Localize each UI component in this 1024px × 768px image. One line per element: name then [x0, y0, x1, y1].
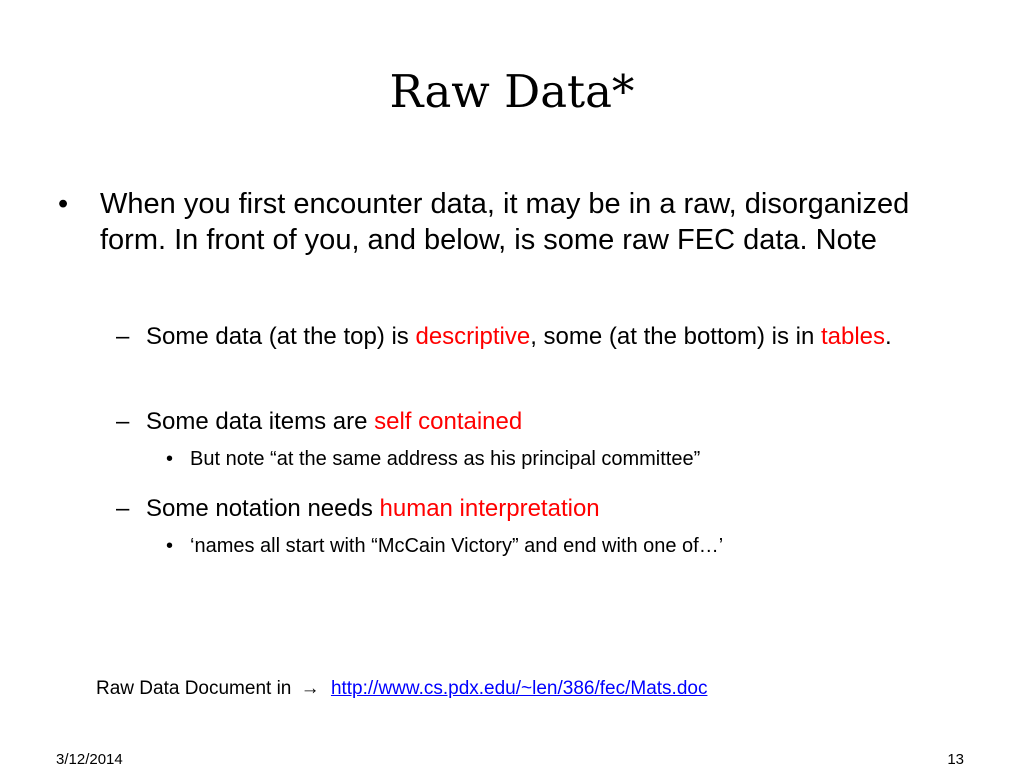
raw-data-document-link[interactable]: http://www.cs.pdx.edu/~len/386/fec/Mats.doc: [330, 678, 708, 699]
sub-sub-bullet-address: But note “at the same address as his principal committee”: [190, 448, 701, 470]
reference-line: [96, 676, 707, 702]
highlight-human-interpretation: human interpretation: [379, 495, 600, 522]
dash-marker: –: [116, 495, 130, 522]
slide-date: 3/12/2014: [56, 751, 123, 768]
text: Some data items are: [146, 408, 375, 435]
main-bullet-text: When you first encounter data, it may be in a raw, disorganized form. In front of you, and below, is some raw FEC data. Note: [100, 188, 910, 256]
highlight-descriptive: descriptive: [415, 323, 531, 350]
text: Some data (at the top) is: [146, 323, 416, 350]
sub-sub-bullet-names: ‘names all start with “McCain Victory” and end with one of…’: [190, 535, 724, 557]
text: Some notation needs: [146, 495, 380, 522]
arrow-right-icon: →: [300, 678, 320, 699]
sub-bullet-self-contained: [146, 407, 966, 437]
bullet-marker: •: [58, 188, 69, 220]
dash-marker: –: [116, 408, 130, 435]
sub-sub-bullet-marker: •: [166, 535, 174, 557]
slide-title: Raw Data*: [389, 65, 635, 118]
sub-bullet-human-interpretation: [146, 494, 966, 524]
text: , some (at the bottom) is in: [530, 323, 821, 350]
highlight-tables: tables: [820, 323, 886, 350]
sub-bullet-descriptive: [146, 322, 966, 352]
dash-marker: –: [116, 323, 130, 350]
reference-label: Raw Data Document in: [96, 678, 292, 699]
highlight-self-contained: self contained: [374, 408, 523, 435]
sub-sub-bullet-marker: •: [166, 448, 174, 470]
text: .: [885, 323, 892, 350]
slide-page-number: 13: [947, 751, 964, 768]
